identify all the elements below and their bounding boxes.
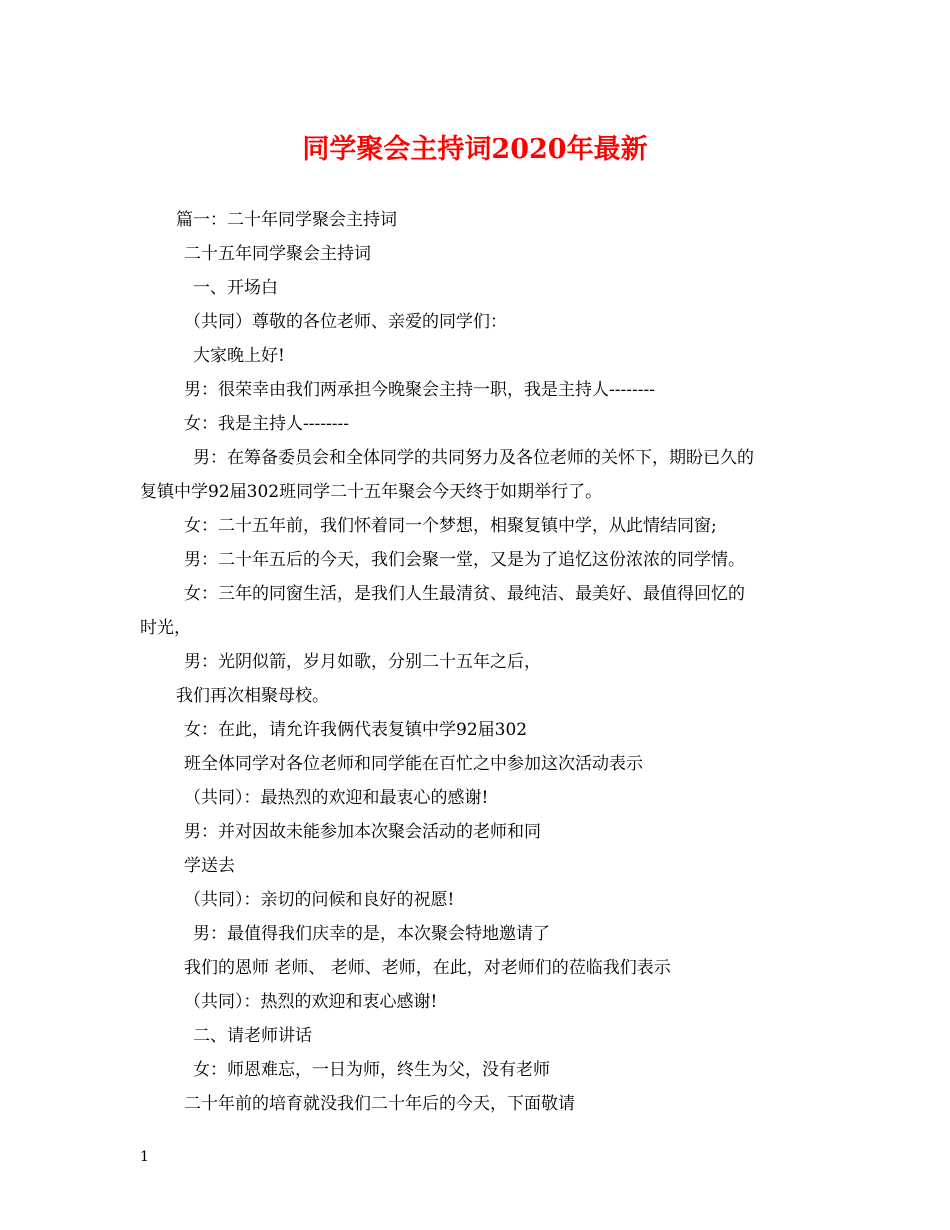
- text-line: （共同）：亲切的问候和良好的祝愿!: [184, 890, 455, 910]
- text-line: （共同）：热烈的欢迎和衷心感谢!: [184, 992, 438, 1012]
- text-line: 学送去: [184, 856, 235, 876]
- text-line: 二十五年同学聚会主持词: [184, 244, 371, 264]
- text-line: 男：并对因故未能参加本次聚会活动的老师和同: [184, 822, 541, 842]
- text-line: 女：二十五年前，我们怀着同一个梦想，相聚复镇中学，从此情结同窗;: [184, 516, 717, 536]
- text-line: （共同）尊敬的各位老师、亲爱的同学们：: [184, 312, 507, 332]
- page-number: 1: [140, 1149, 149, 1165]
- document-title: 同学聚会主持词2020年最新: [302, 134, 648, 165]
- text-line: 我们再次相聚母校。: [176, 686, 329, 706]
- text-line: 男：在筹备委员会和全体同学的共同努力及各位老师的关怀下，期盼已久的: [193, 448, 754, 468]
- text-line: （共同）：最热烈的欢迎和最衷心的感谢!: [184, 788, 489, 808]
- text-line: 男：最值得我们庆幸的是，本次聚会特地邀请了: [193, 924, 550, 944]
- text-line: 我们的恩师 老师、 老师、老师，在此，对老师们的莅临我们表示: [184, 958, 671, 978]
- text-line: 女：三年的同窗生活，是我们人生最清贫、最纯洁、最美好、最值得回忆的: [184, 584, 745, 604]
- text-line: 大家晚上好!: [193, 346, 285, 366]
- text-line: 女：师恩难忘，一日为师，终生为父，没有老师: [193, 1060, 550, 1080]
- text-line: 一、开场白: [193, 278, 278, 298]
- text-line: 男：很荣幸由我们两承担今晚聚会主持一职，我是主持人--------: [184, 380, 655, 400]
- text-line: 男：光阴似箭，岁月如歌，分别二十五年之后，: [184, 652, 541, 672]
- text-line: 时光，: [140, 618, 191, 638]
- text-line: 女：在此，请允许我俩代表复镇中学92届302: [184, 720, 528, 740]
- text-line: 女：我是主持人--------: [184, 414, 349, 434]
- text-line: 班全体同学对各位老师和同学能在百忙之中参加这次活动表示: [184, 754, 643, 774]
- text-line: 二、请老师讲话: [193, 1026, 312, 1046]
- text-line: 二十年前的培育就没我们二十年后的今天，下面敬请: [184, 1094, 575, 1114]
- text-line: 篇一：二十年同学聚会主持词: [176, 210, 397, 230]
- text-line: 男：二十年五后的今天，我们会聚一堂，又是为了追忆这份浓浓的同学情。: [184, 550, 745, 570]
- text-line: 复镇中学92届302班同学二十五年聚会今天终于如期举行了。: [140, 482, 603, 502]
